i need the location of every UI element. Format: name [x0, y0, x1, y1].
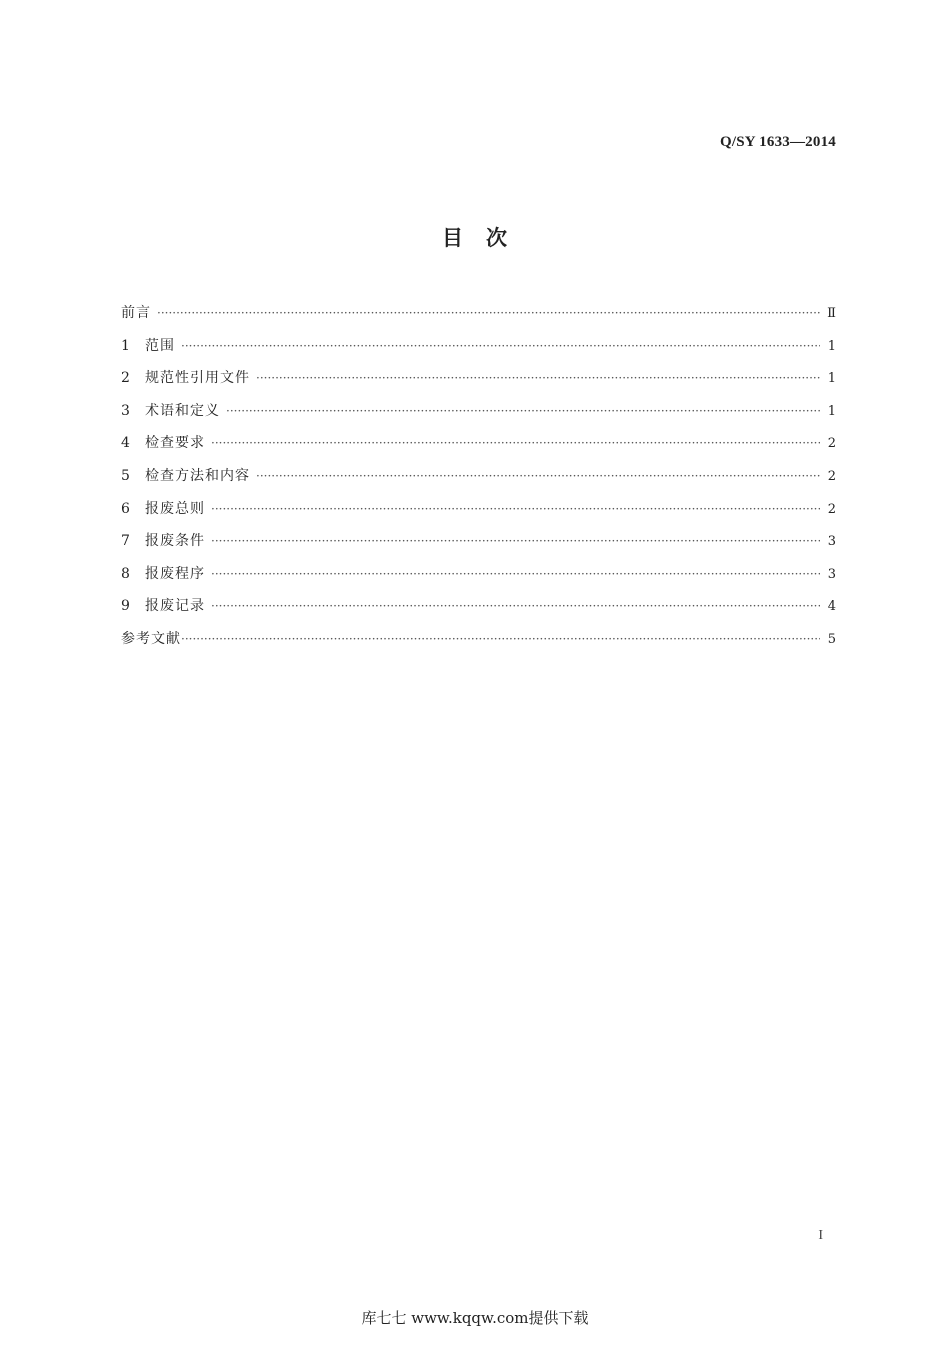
toc-leader-dots [256, 463, 820, 489]
toc-entry-number: 9 [121, 598, 130, 615]
toc-entry-scope[interactable] [121, 333, 836, 366]
toc-entry-page: 1 [827, 371, 836, 387]
toc-entry-number: 7 [121, 533, 130, 550]
toc-entry-label: 检查方法和内容 [145, 467, 250, 484]
toc-leader-dots [211, 430, 820, 456]
toc-entry-number: 1 [121, 337, 130, 354]
toc-entry-page: 3 [827, 566, 836, 582]
toc-leader-dots [211, 561, 820, 587]
toc-entry-label: 规范性引用文件 [145, 370, 250, 387]
toc-leader-dots [211, 528, 820, 554]
toc-entry-inspection-methods[interactable] [121, 463, 836, 496]
toc-entry-page: Ⅱ [827, 306, 836, 321]
toc-entry-number: 6 [121, 500, 130, 517]
toc-leader-dots [181, 626, 820, 652]
toc-entry-number: 8 [121, 565, 130, 582]
toc-entry-label: 报废条件 [145, 533, 205, 550]
toc-entry-page: 4 [827, 599, 836, 615]
toc-entry-label: 参考文献 [121, 630, 181, 647]
toc-title: 目 次 [442, 226, 508, 250]
toc-entry-bibliography[interactable] [121, 626, 836, 659]
toc-entry-scrapping-general[interactable] [121, 496, 836, 529]
toc-leader-dots [226, 398, 820, 424]
toc-entry-foreword[interactable] [121, 300, 836, 333]
toc-entry-label: 检查要求 [145, 435, 205, 452]
toc-entry-scrapping-procedure[interactable] [121, 561, 836, 594]
watermark-text: 库七七 www.kqqw.com提供下载 [361, 1309, 589, 1327]
toc-leader-dots [211, 496, 820, 522]
page-number: I [818, 1228, 823, 1243]
toc-leader-dots [256, 365, 820, 391]
toc-entry-scrapping-records[interactable] [121, 593, 836, 626]
toc-entry-page: 5 [827, 631, 836, 647]
toc-entry-page: 2 [827, 436, 836, 452]
toc-entry-number: 4 [121, 435, 130, 452]
toc-entry-label: 报废总则 [145, 500, 205, 517]
table-of-contents [121, 300, 836, 659]
toc-entry-label: 术语和定义 [145, 402, 220, 419]
toc-entry-scrapping-conditions[interactable] [121, 528, 836, 561]
toc-entry-number: 3 [121, 402, 130, 419]
toc-entry-label: 前言 [121, 305, 151, 321]
toc-entry-page: 1 [827, 403, 836, 419]
standard-code: Q/SY 1633—2014 [719, 134, 836, 150]
toc-entry-label: 报废记录 [145, 598, 205, 615]
toc-entry-page: 3 [827, 534, 836, 550]
toc-entry-page: 2 [827, 501, 836, 517]
toc-entry-normative-references[interactable] [121, 365, 836, 398]
toc-entry-page: 2 [827, 468, 836, 484]
toc-entry-number: 5 [121, 467, 130, 484]
toc-leader-dots [211, 593, 820, 619]
toc-entry-label: 报废程序 [145, 565, 205, 582]
toc-leader-dots [157, 300, 820, 326]
toc-entry-label: 范围 [145, 337, 175, 354]
toc-leader-dots [181, 333, 820, 359]
toc-entry-terms-definitions[interactable] [121, 398, 836, 431]
toc-entry-page: 1 [827, 338, 836, 354]
toc-entry-number: 2 [121, 370, 130, 387]
toc-entry-inspection-requirements[interactable] [121, 430, 836, 463]
